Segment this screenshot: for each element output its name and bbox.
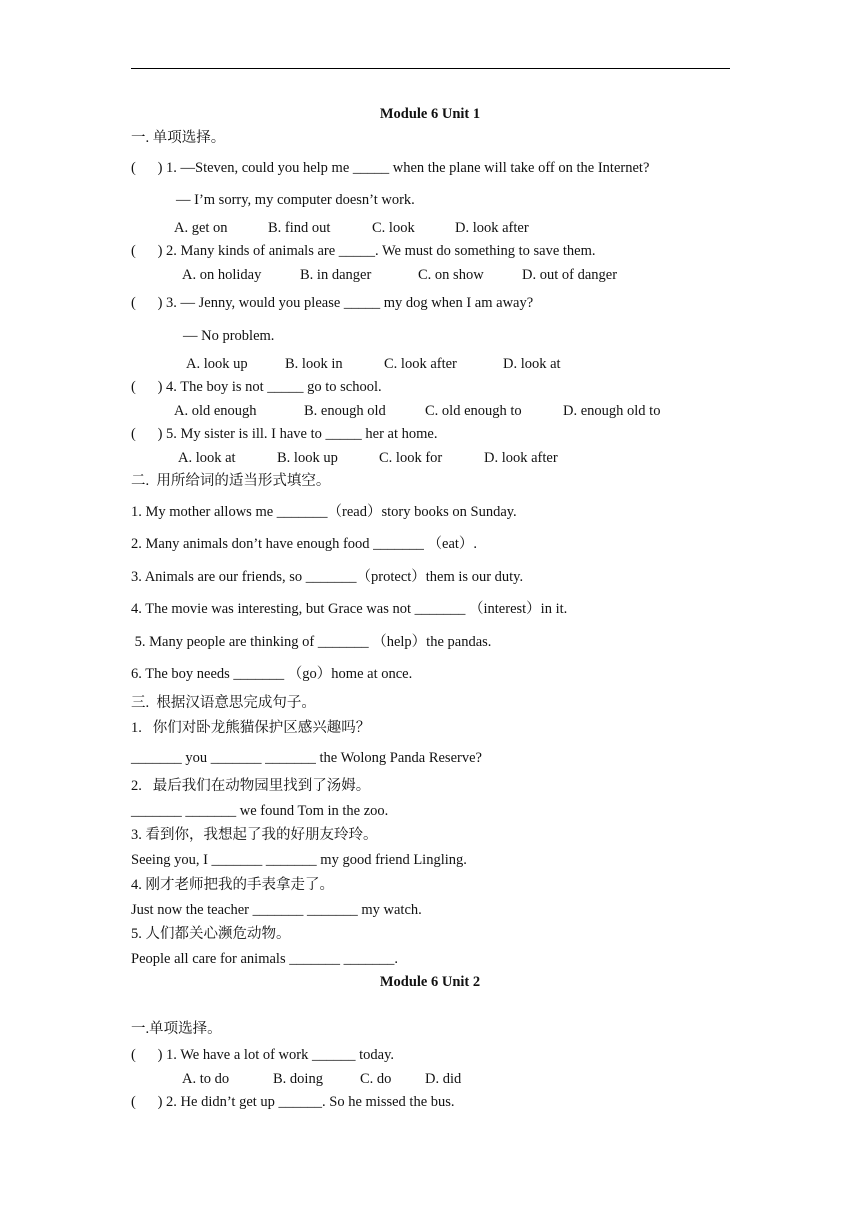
option-c: C. look bbox=[372, 220, 415, 236]
option-b: B. look up bbox=[277, 450, 338, 466]
question-stem: ( ) 2. Many kinds of animals are _____. We must do something to save them. bbox=[131, 243, 596, 259]
section-heading: 三. 根据汉语意思完成句子。 bbox=[131, 695, 316, 711]
section-heading: 二. 用所给词的适当形式填空。 bbox=[131, 473, 331, 489]
question-stem: ( ) 1. We have a lot of work ______ today. bbox=[131, 1047, 394, 1063]
english-sentence: _______ you _______ _______ the Wolong Panda Reserve? bbox=[131, 750, 482, 766]
english-sentence: People all care for animals _______ _______. bbox=[131, 951, 398, 967]
option-a: A. look at bbox=[178, 450, 236, 466]
chinese-prompt: 5. 人们都关心濒危动物。 bbox=[131, 926, 291, 942]
unit2-title: Module 6 Unit 2 bbox=[379, 974, 481, 990]
option-a: A. look up bbox=[186, 356, 248, 372]
option-c: C. do bbox=[360, 1071, 392, 1087]
unit1-title: Module 6 Unit 1 bbox=[379, 106, 481, 122]
fill-blank-item: 4. The movie was interesting, but Grace was not _______ （interest）in it. bbox=[131, 601, 568, 617]
option-c: C. on show bbox=[418, 267, 484, 283]
option-d: D. look after bbox=[455, 220, 529, 236]
english-sentence: Just now the teacher _______ _______ my watch. bbox=[131, 902, 422, 918]
chinese-prompt: 4. 刚才老师把我的手表拿走了。 bbox=[131, 877, 334, 893]
option-b: B. enough old bbox=[304, 403, 386, 419]
option-b: B. find out bbox=[268, 220, 331, 236]
option-b: B. look in bbox=[285, 356, 343, 372]
chinese-prompt: 1. 你们对卧龙熊猫保护区感兴趣吗？ bbox=[131, 720, 371, 736]
fill-blank-item: 2. Many animals don’t have enough food _______ （eat）. bbox=[131, 536, 478, 552]
question-stem: ( ) 5. My sister is ill. I have to _____ her at home. bbox=[131, 426, 438, 442]
option-d: D. look at bbox=[503, 356, 561, 372]
question-stem: ( ) 2. He didn’t get up ______. So he missed the bus. bbox=[131, 1094, 455, 1110]
option-c: C. old enough to bbox=[425, 403, 522, 419]
option-d: D. out of danger bbox=[522, 267, 618, 283]
option-b: B. in danger bbox=[300, 267, 372, 283]
english-sentence: _______ _______ we found Tom in the zoo. bbox=[131, 803, 389, 819]
option-a: A. on holiday bbox=[182, 267, 262, 283]
option-d: D. did bbox=[425, 1071, 462, 1087]
section-heading: 一.单项选择。 bbox=[131, 1021, 222, 1037]
option-a: A. old enough bbox=[174, 403, 257, 419]
chinese-prompt: 2. 最后我们在动物园里找到了汤姆。 bbox=[131, 778, 371, 794]
option-d: D. enough old to bbox=[563, 403, 661, 419]
section-heading: 一. 单项选择。 bbox=[131, 130, 226, 146]
option-a: A. to do bbox=[182, 1071, 230, 1087]
dialogue-reply: — No problem. bbox=[183, 328, 275, 344]
option-c: C. look after bbox=[384, 356, 457, 372]
option-d: D. look after bbox=[484, 450, 558, 466]
dialogue-reply: — I’m sorry, my computer doesn’t work. bbox=[176, 192, 415, 208]
option-c: C. look for bbox=[379, 450, 443, 466]
question-stem: ( ) 3. — Jenny, would you please _____ my dog when I am away? bbox=[131, 295, 534, 311]
fill-blank-item: 6. The boy needs _______ （go）home at once. bbox=[131, 666, 413, 682]
fill-blank-item: 3. Animals are our friends, so _______（protect）them is our duty. bbox=[131, 569, 524, 585]
question-stem: ( ) 4. The boy is not _____ go to school. bbox=[131, 379, 382, 395]
question-stem: ( ) 1. —Steven, could you help me _____ when the plane will take off on the Internet? bbox=[131, 160, 650, 176]
fill-blank-item: 1. My mother allows me _______（read）story books on Sunday. bbox=[131, 504, 517, 520]
header-rule bbox=[131, 68, 730, 69]
chinese-prompt: 3. 看到你，我想起了我的好朋友玲玲。 bbox=[131, 827, 378, 843]
option-b: B. doing bbox=[273, 1071, 323, 1087]
english-sentence: Seeing you, I _______ _______ my good friend Lingling. bbox=[131, 852, 467, 868]
option-a: A. get on bbox=[174, 220, 228, 236]
fill-blank-item: 5. Many people are thinking of _______ （help）the pandas. bbox=[131, 634, 492, 650]
